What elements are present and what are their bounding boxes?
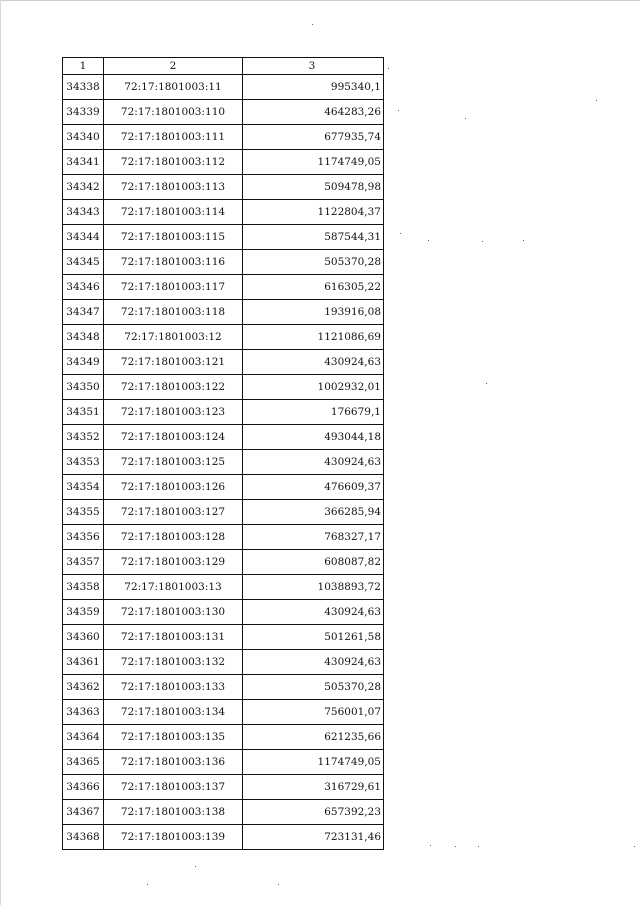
cadastral-number-cell: 72:17:1801003:113: [104, 175, 243, 200]
cadastral-number-cell: 72:17:1801003:134: [104, 700, 243, 725]
row-number-cell: 34356: [63, 525, 104, 550]
table-row: [63, 550, 384, 575]
page-edge-left: [0, 0, 1, 905]
value-cell: 1002932,01: [243, 375, 384, 400]
cadastral-number-cell: 72:17:1801003:131: [104, 625, 243, 650]
value-cell: 768327,17: [243, 525, 384, 550]
cadastral-number-cell: 72:17:1801003:110: [104, 100, 243, 125]
value-cell: 193916,08: [243, 300, 384, 325]
cadastral-number-cell: 72:17:1801003:111: [104, 125, 243, 150]
scan-speck: [388, 68, 389, 69]
column-header-3: 3: [243, 58, 384, 75]
value-cell: 509478,98: [243, 175, 384, 200]
scan-speck: [482, 241, 483, 242]
cadastral-number-cell: 72:17:1801003:121: [104, 350, 243, 375]
value-cell: 476609,37: [243, 475, 384, 500]
table-row: [63, 700, 384, 725]
scan-speck: [398, 110, 399, 111]
cadastral-number-cell: 72:17:1801003:13: [104, 575, 243, 600]
cadastral-number-cell: 72:17:1801003:139: [104, 825, 243, 850]
row-number-cell: 34364: [63, 725, 104, 750]
scan-speck: [312, 24, 313, 25]
cadastral-number-cell: 72:17:1801003:136: [104, 750, 243, 775]
cadastral-number-cell: 72:17:1801003:137: [104, 775, 243, 800]
value-cell: 608087,82: [243, 550, 384, 575]
row-number-cell: 34340: [63, 125, 104, 150]
table-row: [63, 275, 384, 300]
row-number-cell: 34366: [63, 775, 104, 800]
table-row: [63, 300, 384, 325]
column-header-2: 2: [104, 58, 243, 75]
cadastral-number-cell: 72:17:1801003:126: [104, 475, 243, 500]
cadastral-number-cell: 72:17:1801003:127: [104, 500, 243, 525]
table-row: [63, 725, 384, 750]
cadastral-number-cell: 72:17:1801003:114: [104, 200, 243, 225]
value-cell: 316729,61: [243, 775, 384, 800]
row-number-cell: 34359: [63, 600, 104, 625]
row-number-cell: 34344: [63, 225, 104, 250]
page-edge-top: [0, 0, 640, 1]
row-number-cell: 34343: [63, 200, 104, 225]
cadastral-number-cell: 72:17:1801003:117: [104, 275, 243, 300]
row-number-cell: 34365: [63, 750, 104, 775]
value-cell: 505370,28: [243, 675, 384, 700]
scan-speck: [147, 884, 148, 885]
scan-speck: [428, 240, 429, 241]
scan-speck: [634, 846, 635, 847]
table-row: [63, 225, 384, 250]
value-cell: 756001,07: [243, 700, 384, 725]
table-row: [63, 575, 384, 600]
cadastral-number-cell: 72:17:1801003:116: [104, 250, 243, 275]
row-number-cell: 34354: [63, 475, 104, 500]
cadastral-number-cell: 72:17:1801003:125: [104, 450, 243, 475]
table-row: [63, 450, 384, 475]
table-row: [63, 500, 384, 525]
scan-speck: [455, 846, 456, 847]
value-cell: 1038893,72: [243, 575, 384, 600]
cadastral-number-cell: 72:17:1801003:123: [104, 400, 243, 425]
value-cell: 1122804,37: [243, 200, 384, 225]
row-number-cell: 34353: [63, 450, 104, 475]
cadastral-number-cell: 72:17:1801003:112: [104, 150, 243, 175]
value-cell: 501261,58: [243, 625, 384, 650]
row-number-cell: 34345: [63, 250, 104, 275]
cadastral-number-cell: 72:17:1801003:132: [104, 650, 243, 675]
table-row: [63, 625, 384, 650]
value-cell: 1174749,05: [243, 750, 384, 775]
value-cell: 366285,94: [243, 500, 384, 525]
row-number-cell: 34362: [63, 675, 104, 700]
cadastral-number-cell: 72:17:1801003:133: [104, 675, 243, 700]
scan-speck: [486, 383, 487, 384]
cadastral-number-cell: 72:17:1801003:122: [104, 375, 243, 400]
row-number-cell: 34339: [63, 100, 104, 125]
scan-speck: [400, 233, 401, 234]
row-number-cell: 34361: [63, 650, 104, 675]
cadastral-number-cell: 72:17:1801003:130: [104, 600, 243, 625]
table-row: [63, 125, 384, 150]
value-cell: 464283,26: [243, 100, 384, 125]
value-cell: 616305,22: [243, 275, 384, 300]
table-row: [63, 675, 384, 700]
row-number-cell: 34358: [63, 575, 104, 600]
row-number-cell: 34342: [63, 175, 104, 200]
table-row: [63, 800, 384, 825]
row-number-cell: 34363: [63, 700, 104, 725]
value-cell: 677935,74: [243, 125, 384, 150]
value-cell: 430924,63: [243, 350, 384, 375]
cadastral-number-cell: 72:17:1801003:115: [104, 225, 243, 250]
value-cell: 493044,18: [243, 425, 384, 450]
row-number-cell: 34348: [63, 325, 104, 350]
row-number-cell: 34350: [63, 375, 104, 400]
value-cell: 430924,63: [243, 450, 384, 475]
row-number-cell: 34346: [63, 275, 104, 300]
table-row: [63, 150, 384, 175]
row-number-cell: 34351: [63, 400, 104, 425]
row-number-cell: 34357: [63, 550, 104, 575]
column-header-1: 1: [63, 58, 104, 75]
scan-speck: [523, 240, 524, 241]
table-row: [63, 650, 384, 675]
row-number-cell: 34347: [63, 300, 104, 325]
value-cell: 657392,23: [243, 800, 384, 825]
table-row: [63, 475, 384, 500]
table-row: [63, 200, 384, 225]
table-row: [63, 175, 384, 200]
table-row: [63, 350, 384, 375]
table-row: [63, 400, 384, 425]
cadastral-number-cell: 72:17:1801003:138: [104, 800, 243, 825]
scan-speck: [195, 866, 196, 867]
table-row: [63, 600, 384, 625]
table-row: [63, 325, 384, 350]
row-number-cell: 34367: [63, 800, 104, 825]
value-cell: 995340,1: [243, 75, 384, 100]
value-cell: 621235,66: [243, 725, 384, 750]
table-row: [63, 750, 384, 775]
cadastral-number-cell: 72:17:1801003:135: [104, 725, 243, 750]
value-cell: 1121086,69: [243, 325, 384, 350]
row-number-cell: 34352: [63, 425, 104, 450]
header-row: [63, 58, 384, 75]
value-cell: 430924,63: [243, 650, 384, 675]
value-cell: 587544,31: [243, 225, 384, 250]
cadastral-number-cell: 72:17:1801003:129: [104, 550, 243, 575]
table-body: [63, 75, 384, 850]
table-row: [63, 825, 384, 850]
scan-speck: [430, 845, 431, 846]
scan-speck: [278, 884, 279, 885]
table-row: [63, 425, 384, 450]
scan-speck: [465, 118, 466, 119]
value-cell: 723131,46: [243, 825, 384, 850]
table-row: [63, 75, 384, 100]
table-row: [63, 775, 384, 800]
table-row: [63, 100, 384, 125]
row-number-cell: 34349: [63, 350, 104, 375]
row-number-cell: 34341: [63, 150, 104, 175]
table-header: [63, 58, 384, 75]
row-number-cell: 34368: [63, 825, 104, 850]
cadastral-number-cell: 72:17:1801003:124: [104, 425, 243, 450]
value-cell: 430924,63: [243, 600, 384, 625]
value-cell: 1174749,05: [243, 150, 384, 175]
cadastral-number-cell: 72:17:1801003:128: [104, 525, 243, 550]
table-row: [63, 250, 384, 275]
cadastral-number-cell: 72:17:1801003:118: [104, 300, 243, 325]
cadastral-number-cell: 72:17:1801003:11: [104, 75, 243, 100]
cadastral-number-cell: 72:17:1801003:12: [104, 325, 243, 350]
scan-speck: [596, 100, 597, 101]
value-cell: 505370,28: [243, 250, 384, 275]
row-number-cell: 34338: [63, 75, 104, 100]
row-number-cell: 34360: [63, 625, 104, 650]
scan-speck: [478, 846, 479, 847]
cadastral-value-table: [62, 57, 384, 850]
value-cell: 176679,1: [243, 400, 384, 425]
table-row: [63, 375, 384, 400]
table-row: [63, 525, 384, 550]
row-number-cell: 34355: [63, 500, 104, 525]
